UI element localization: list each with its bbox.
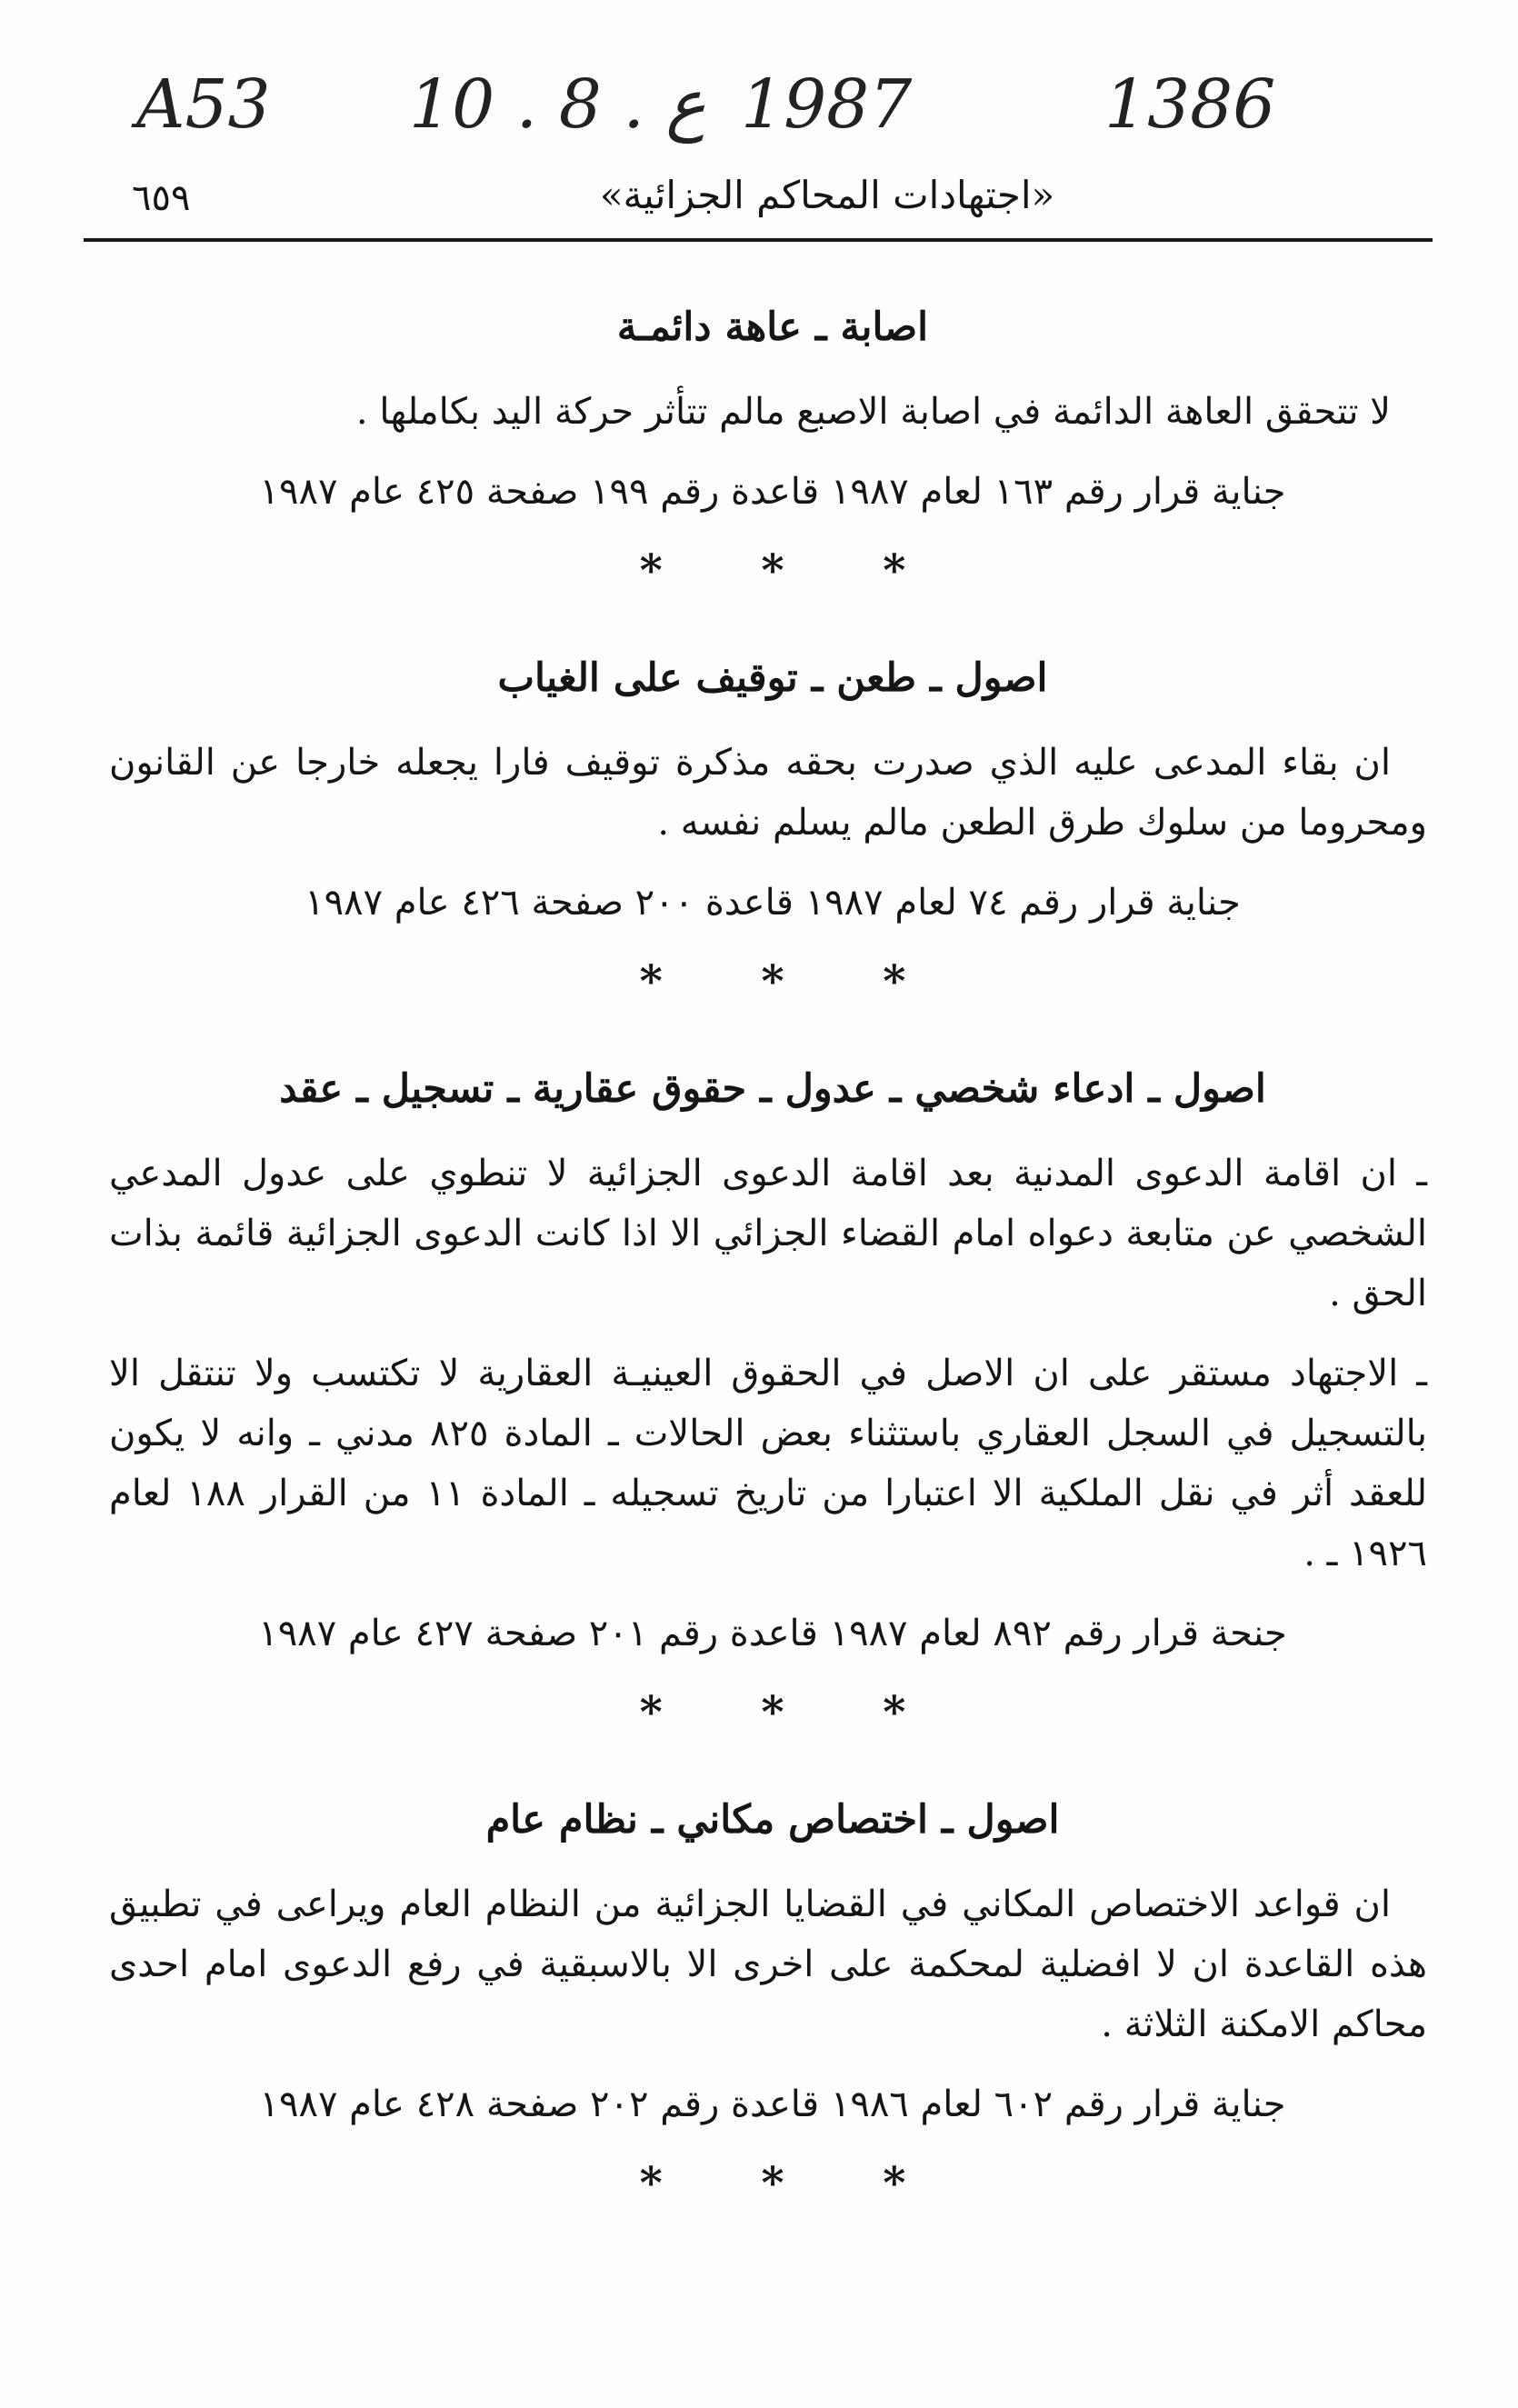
handwritten-date: 10 . ع . 8 xyxy=(409,65,706,144)
entry-heading: اصول ـ ادعاء شخصي ـ عدول ـ حقوق عقارية ـ تسجيل ـ عقد xyxy=(279,1066,1266,1112)
entry-paragraph: لا تتحقق العاهة الدائمة في اصابة الاصبع مالم تتأثر حركة اليد بكاملها . xyxy=(355,391,1391,433)
section-separator: * * * xyxy=(639,1687,948,1738)
entry-heading: اصول ـ طعن ـ توقيف على الغياب xyxy=(497,655,1048,701)
section-separator: * * * xyxy=(639,956,948,1007)
entry-heading: اصابة ـ عاهة دائمـة xyxy=(616,305,929,350)
entry-paragraph: ـ الاجتهاد مستقر على ان الاصل في الحقوق العينيـة العقارية لا تكتسب ولا تنتقل الا بالتسجيل في السجل العقاري باستثناء بعض الحالات ـ المادة ٨٢٥ مدني ـ وانه لا يكون للعقد أثر في نقل الملكية الا اعتبارا من تاريخ تسجيله ـ المادة ١١ من القرار ١٨٨ لعام ١٩٢٦ ـ . xyxy=(109,1353,1427,1574)
entry-citation: جناية قرار رقم ٦٠٢ لعام ١٩٨٦ قاعدة رقم ٢٠٢ صفحة ٤٢٨ عام ١٩٨٧ xyxy=(259,2083,1286,2125)
handwritten-number: 1386 xyxy=(1104,65,1276,144)
document-body xyxy=(100,300,1445,2263)
section-separator: * * * xyxy=(639,545,948,596)
ruling-entry-1 xyxy=(100,300,1445,598)
ruling-entry-3 xyxy=(100,1062,1445,1740)
section-separator: * * * xyxy=(639,2158,948,2209)
entry-paragraph: ـ ان اقامة الدعوى المدنية بعد اقامة الدعوى الجزائية لا تنطوي على عدول المدعي الشخصي عن متابعة دعواه امام القضاء الجزائي الا اذا كانت الدعوى الجزائية قائمة بذات الحق . xyxy=(109,1153,1427,1314)
entry-paragraph: ان بقاء المدعى عليه الذي صدرت بحقه مذكرة توقيف فارا يجعله خارجا عن القانون ومحروما من سلوك طرق الطعن مالم يسلم نفسه . xyxy=(109,742,1427,844)
entry-paragraph: ان قواعد الاختصاص المكاني في القضايا الجزائية من النظام العام ويراعى في تطبيق هذه القاعدة ان لا افضلية لمحكمة على اخرى الا بالاسبقية في رفع الدعوى امام احدى محاكم الامكنة الثلاثة . xyxy=(109,1883,1427,2045)
handwritten-year: 1987 xyxy=(741,65,913,144)
entry-citation: جناية قرار رقم ٧٤ لعام ١٩٨٧ قاعدة ٢٠٠ صفحة ٤٢٦ عام ١٩٨٧ xyxy=(305,882,1241,924)
page-number: ٦٥٩ xyxy=(132,177,191,219)
ruling-entry-2 xyxy=(100,651,1445,1009)
handwritten-code: A53 xyxy=(136,65,271,144)
ruling-entry-4 xyxy=(100,1793,1445,2211)
entry-heading: اصول ـ اختصاص مكاني ـ نظام عام xyxy=(485,1797,1060,1843)
running-title: «اجتهادات المحاكم الجزائية» xyxy=(599,173,1055,217)
entry-citation: جناية قرار رقم ١٦٣ لعام ١٩٨٧ قاعدة رقم ١٩٩ صفحة ٤٢٥ عام ١٩٨٧ xyxy=(259,471,1286,513)
entry-citation: جنحة قرار رقم ٨٩٢ لعام ١٩٨٧ قاعدة رقم ٢٠١ صفحة ٤٢٧ عام ١٩٨٧ xyxy=(258,1613,1287,1654)
header-divider xyxy=(84,238,1433,242)
